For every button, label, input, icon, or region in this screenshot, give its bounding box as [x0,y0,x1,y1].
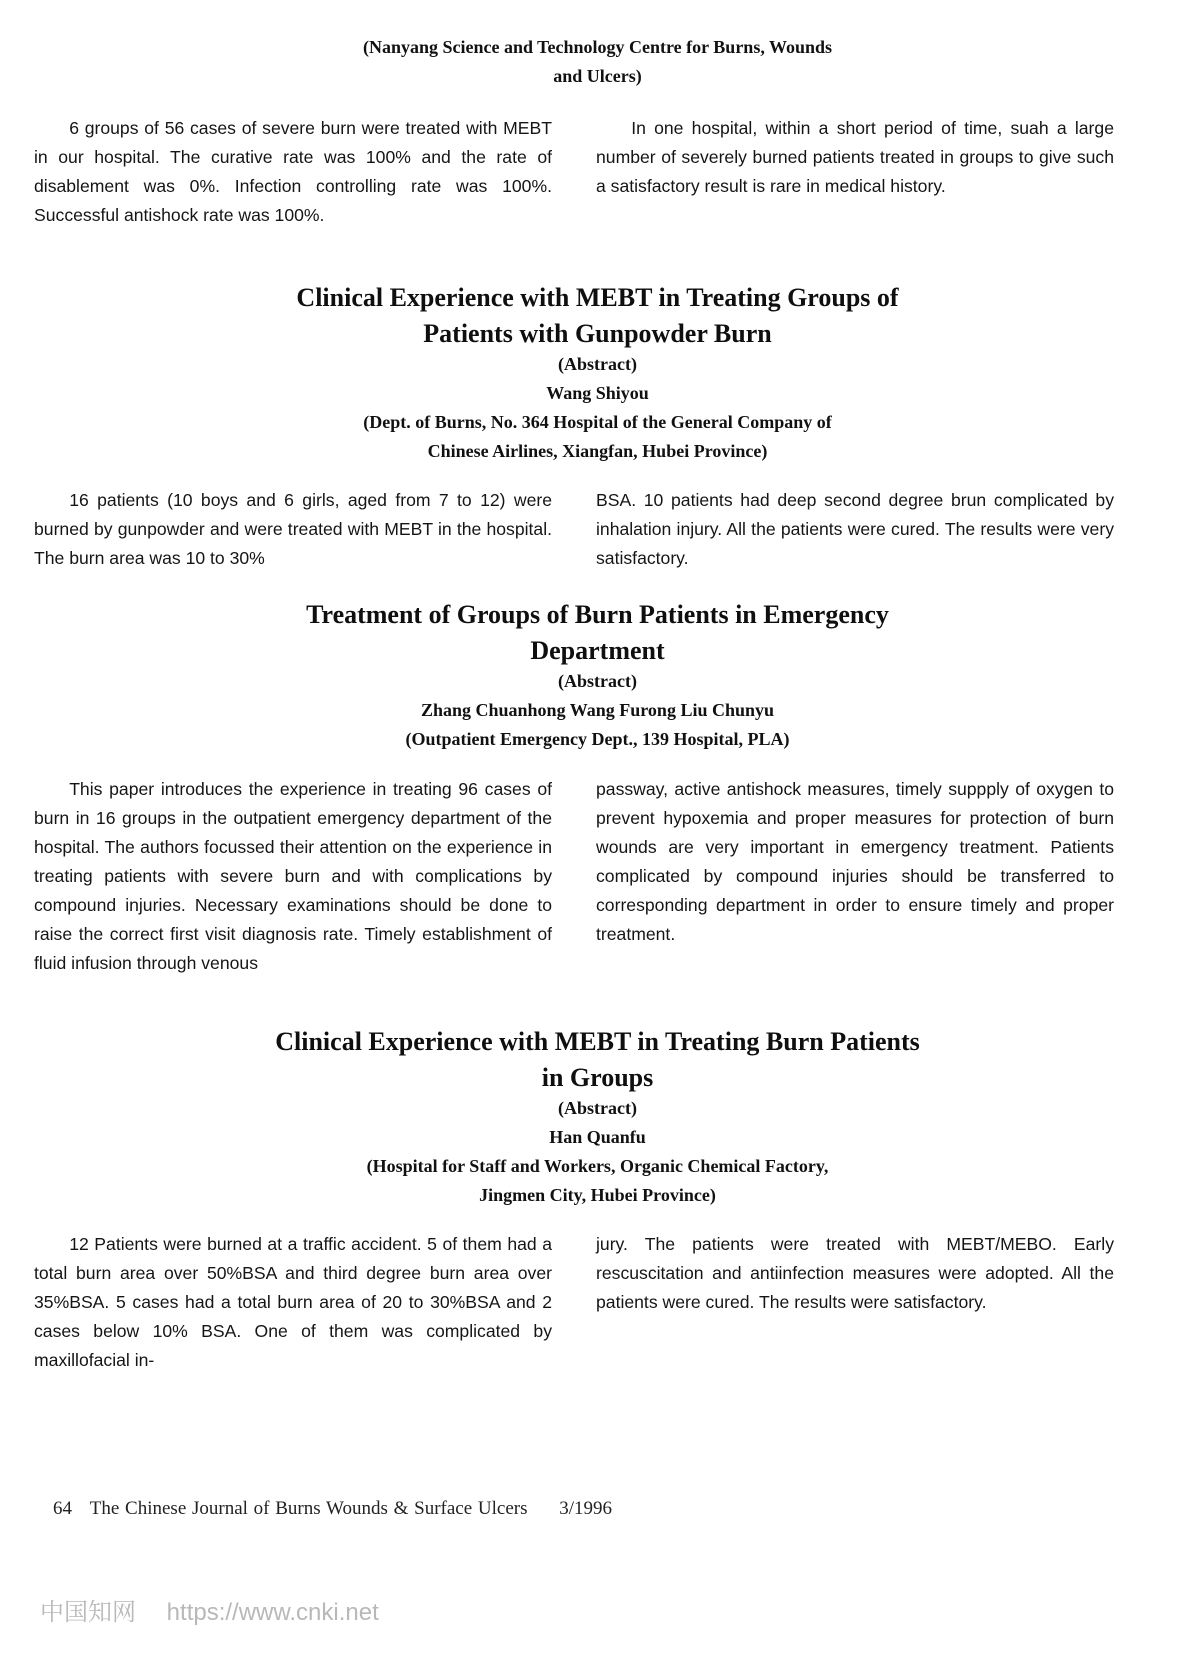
article2-meta [0,667,1195,754]
article3-right-column [596,1230,1114,1375]
article1-right-column [596,486,1114,573]
watermark-url: https://www.cnki.net [166,1599,379,1626]
article3-title-line1: Clinical Experience with MEBT in Treating Burn Patients [275,1027,920,1056]
article3-right-text: jury. The patients were treated with MEBT/MEBO. Early rescuscitation and antiinfection measures were adopted. All the patients were cured. The results were satisfactory. [596,1234,1114,1312]
article2-title [0,597,1195,669]
page-footer [53,1498,612,1520]
article2-title-line1: Treatment of Groups of Burn Patients in Emergency [306,600,889,629]
article1-affiliation-line1: (Dept. of Burns, No. 364 Hospital of the General Company of [363,412,832,432]
journal-issue: 3/1996 [559,1498,613,1519]
article1-title-line2: Patients with Gunpowder Burn [423,319,772,348]
article3-abstract-label: (Abstract) [558,1098,637,1118]
article2-right-column [596,775,1114,978]
article2-affiliation: (Outpatient Emergency Dept., 139 Hospital, PLA) [405,729,790,749]
top-left-text: 6 groups of 56 cases of severe burn were treated with MEBT in our hospital. The curative rate was 100% and the rate of disablement was 0%. Infection controlling rate was 100%. Successful antishock rate was 100%. [34,118,552,225]
article2-authors: Zhang Chuanhong Wang Furong Liu Chunyu [420,700,774,720]
article1-right-text: BSA. 10 patients had deep second degree brun complicated by inhalation injury. All the patients were cured. The results were very satisfactory. [596,490,1114,568]
page-number: 64 [53,1498,72,1519]
article1-affiliation-line2: Chinese Airlines, Xiangfan, Hubei Province) [427,441,768,461]
top-right-column [596,114,1114,230]
article1-meta [0,350,1195,466]
article1-left-text: 16 patients (10 boys and 6 girls, aged from 7 to 12) were burned by gunpowder and were treated with MEBT in the hospital. The burn area was 10 to 30% [34,490,552,568]
article1-title-line1: Clinical Experience with MEBT in Treating Groups of [296,283,899,312]
article2-title-line2: Department [530,636,665,665]
article2-body-columns [34,775,1114,978]
article3-left-text: 12 Patients were burned at a traffic accident. 5 of them had a total burn area over 50%BSA and third degree burn area over 35%BSA. 5 cases had a total burn area of 20 to 30%BSA and 2 cases below 10% BSA. One of them was complicated by maxillofacial in- [34,1234,552,1370]
article3-meta [0,1094,1195,1210]
article3-author: Han Quanfu [549,1127,646,1147]
article2-left-text: This paper introduces the experience in treating 96 cases of burn in 16 groups in the outpatient emergency department of the hospital. The authors focussed their attention on the experience in treating patients with severe burn and with complications by compound injuries. Necessary examinations should be done to raise the correct first visit diagnosis rate. Timely establishment of fluid infusion through venous [34,779,552,973]
watermark-site-name: 中国知网 [40,1599,136,1626]
article3-title-line2: in Groups [541,1063,654,1092]
top-affiliation-line1: (Nanyang Science and Technology Centre for Burns, Wounds [362,37,833,57]
article1-author: Wang Shiyou [546,383,649,403]
cnki-watermark [40,1592,379,1627]
article3-left-column [34,1230,552,1375]
article3-affiliation-line2: Jingmen City, Hubei Province) [479,1185,716,1205]
article2-left-column [34,775,552,978]
article1-abstract-label: (Abstract) [558,354,637,374]
top-affiliation-line2: and Ulcers) [553,66,642,86]
article1-title [0,280,1195,352]
article2-abstract-label: (Abstract) [558,671,637,691]
top-affiliation [0,33,1195,91]
top-left-column [34,114,552,230]
top-body-columns [34,114,1114,230]
article3-title [0,1024,1195,1096]
journal-name: The Chinese Journal of Burns Wounds & Surface Ulcers [89,1498,528,1519]
article1-left-column [34,486,552,573]
article1-body-columns [34,486,1114,573]
article3-affiliation-line1: (Hospital for Staff and Workers, Organic Chemical Factory, [366,1156,829,1176]
top-right-text: In one hospital, within a short period of time, suah a large number of severely burned patients treated in groups to give such a satisfactory result is rare in medical history. [596,118,1114,196]
article2-right-text: passway, active antishock measures, timely suppply of oxygen to prevent hypoxemia and proper measures for protection of burn wounds are very important in emergency treatment. Patients complicated by compound injuries should be transferred to corresponding department in order to ensure timely and proper treatment. [596,779,1114,944]
article3-body-columns [34,1230,1114,1375]
